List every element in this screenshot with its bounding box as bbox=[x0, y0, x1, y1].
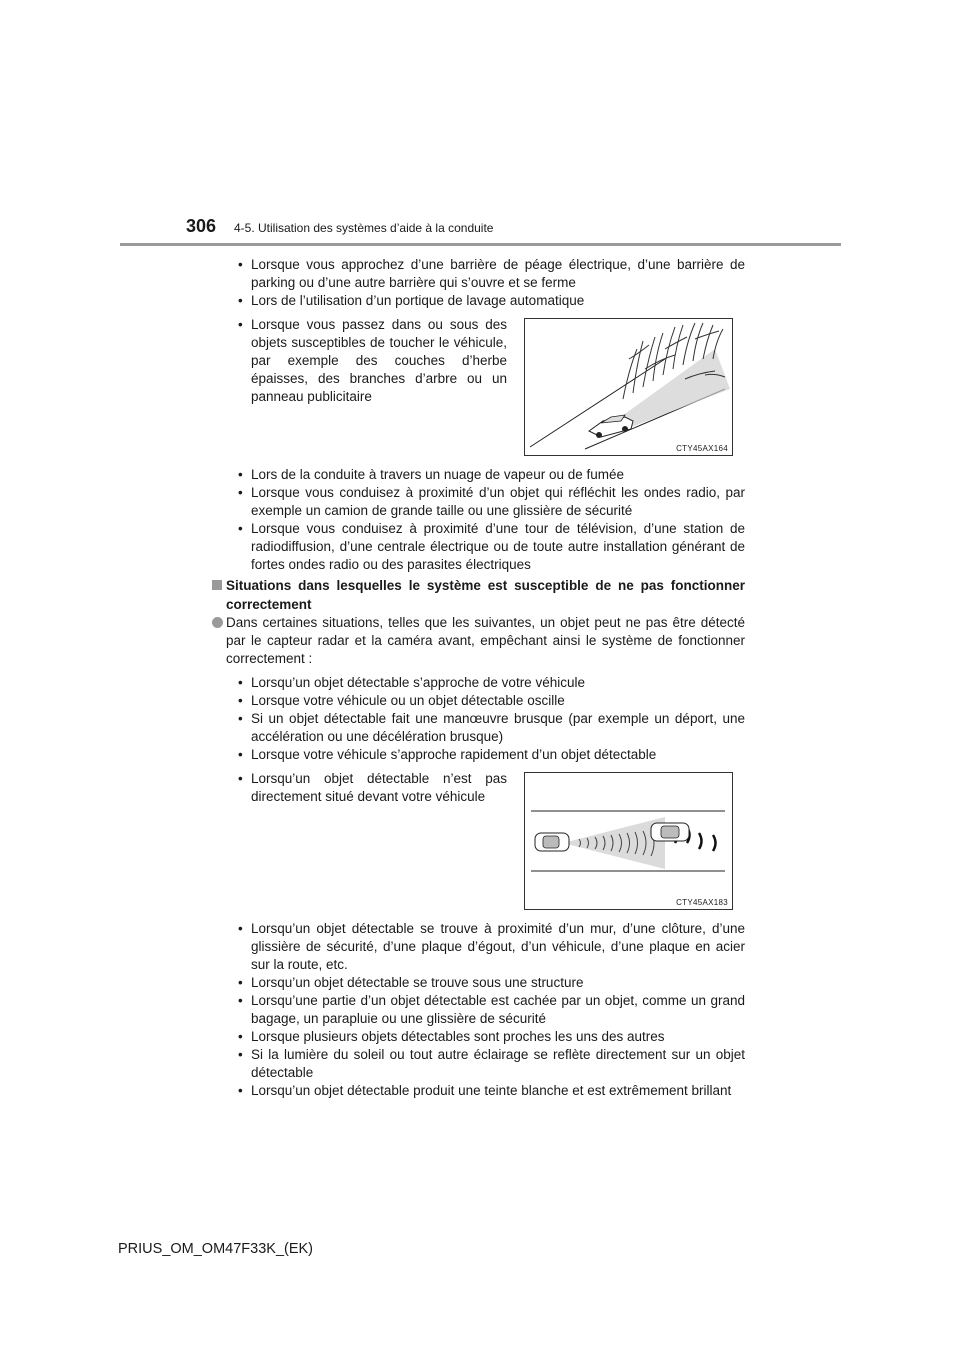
bullet-marker: • bbox=[238, 521, 243, 536]
list-item-text: Lorsqu’un objet détectable n’est pas directement situé devant votre véhicule bbox=[251, 771, 507, 804]
list-item-text: Lorsqu’un objet détectable se trouve sous une structure bbox=[251, 975, 584, 990]
list-item-text: Lorsque votre véhicule ou un objet détectable oscille bbox=[251, 693, 565, 708]
list-item-text: Lors de la conduite à travers un nuage de vapeur ou de fumée bbox=[251, 467, 625, 482]
list-item bbox=[238, 692, 745, 710]
intro-paragraph bbox=[212, 614, 745, 668]
list-item-text: Si la lumière du soleil ou tout autre éclairage se reflète directement sur un objet détectable bbox=[251, 1047, 745, 1080]
circle-bullet-icon bbox=[212, 617, 223, 628]
figure-code: CTY45AX164 bbox=[676, 444, 728, 453]
list-item bbox=[238, 484, 745, 520]
figure-code: CTY45AX183 bbox=[676, 898, 728, 907]
bullet-marker: • bbox=[238, 467, 243, 482]
list-item bbox=[238, 256, 745, 292]
bullet-marker: • bbox=[238, 711, 243, 726]
list-item-text: Lorsqu’un objet détectable s’approche de votre véhicule bbox=[251, 675, 585, 690]
car-icon bbox=[651, 823, 689, 841]
figure-foliage-detection bbox=[524, 318, 733, 456]
list-item-text: Lorsque votre véhicule s’approche rapidement d’un objet détectable bbox=[251, 747, 657, 762]
bullet-marker: • bbox=[238, 1047, 243, 1062]
bullet-marker: • bbox=[238, 975, 243, 990]
footer-doc-code: PRIUS_OM_OM47F33K_(EK) bbox=[118, 1241, 314, 1257]
bullet-marker: • bbox=[238, 747, 243, 762]
list-item-text: Lorsque vous approchez d’une barrière de péage électrique, d’une barrière de parking ou d’une autre barrière qui s’ouvre et se ferme bbox=[251, 257, 745, 290]
list-item bbox=[238, 770, 507, 806]
list-item bbox=[238, 674, 745, 692]
bullet-marker: • bbox=[238, 317, 243, 332]
bullet-marker: • bbox=[238, 675, 243, 690]
list-item bbox=[238, 1046, 745, 1082]
bullet-marker: • bbox=[238, 293, 243, 308]
list-item-text: Lorsqu’un objet détectable produit une teinte blanche et est extrêmement brillant bbox=[251, 1083, 732, 1098]
header-rule bbox=[120, 243, 841, 246]
section-title: 4-5. Utilisation des systèmes d’aide à la conduite bbox=[234, 221, 494, 235]
list-item bbox=[238, 1028, 745, 1046]
heading-square-icon bbox=[212, 580, 222, 590]
car-icon bbox=[535, 833, 569, 851]
bullet-marker: • bbox=[238, 693, 243, 708]
list-item bbox=[238, 992, 745, 1028]
list-item bbox=[238, 974, 745, 992]
page-number: 306 bbox=[186, 216, 217, 236]
bullet-marker: • bbox=[238, 1029, 243, 1044]
list-item bbox=[238, 316, 507, 406]
bullet-marker: • bbox=[238, 993, 243, 1008]
list-item bbox=[238, 920, 745, 974]
list-item-text: Lors de l’utilisation d’un portique de lavage automatique bbox=[251, 293, 585, 308]
bullet-marker: • bbox=[238, 485, 243, 500]
heading-text: Situations dans lesquelles le système est susceptible de ne pas fonctionner correctement bbox=[226, 578, 745, 612]
foliage-illustration bbox=[525, 319, 732, 455]
figure-offset-vehicle bbox=[524, 772, 733, 910]
list-item-text: Si un objet détectable fait une manœuvre brusque (par exemple un déport, une accélération ou une décélération brusque) bbox=[251, 711, 745, 744]
list-item-text: Lorsque vous passez dans ou sous des objets susceptibles de toucher le véhicule, par exemple des couches d’herbe épaisses, des branches d’arbre ou un panneau publicitaire bbox=[251, 317, 507, 404]
list-item bbox=[238, 466, 745, 484]
offset-vehicle-illustration bbox=[525, 773, 732, 909]
list-item bbox=[238, 292, 745, 310]
list-item-text: Lorsque vous conduisez à proximité d’une tour de télévision, d’une station de radiodiffusion, d’une centrale électrique ou de toute autre installation générant de fortes ondes radio ou des parasites électriques bbox=[251, 521, 745, 572]
list-item bbox=[238, 710, 745, 746]
car-icon bbox=[589, 415, 633, 438]
bullet-marker: • bbox=[238, 1083, 243, 1098]
list-item-text: Lorsqu’un objet détectable se trouve à proximité d’un mur, d’une clôture, d’une glissière de sécurité, d’une plaque d’égout, d’un véhicule, d’une plaque en acier sur la route, etc. bbox=[251, 921, 745, 972]
list-item bbox=[238, 1082, 745, 1100]
section-heading bbox=[212, 576, 745, 614]
bullet-marker: • bbox=[238, 921, 243, 936]
list-item bbox=[238, 746, 745, 764]
list-item-text: Lorsque vous conduisez à proximité d’un objet qui réfléchit les ondes radio, par exemple un camion de grande taille ou une glissière de sécurité bbox=[251, 485, 745, 518]
list-item-text: Lorsqu’une partie d’un objet détectable est cachée par un objet, comme un grand bagage, un parapluie ou une glissière de sécurité bbox=[251, 993, 745, 1026]
bullet-marker: • bbox=[238, 771, 243, 786]
bullet-marker: • bbox=[238, 257, 243, 272]
paragraph-text: Dans certaines situations, telles que les suivantes, un objet peut ne pas être détecté par le capteur radar et la caméra avant, empêchant ainsi le système de fonctionner correctement : bbox=[226, 615, 745, 666]
list-item bbox=[238, 520, 745, 574]
page-header bbox=[0, 0, 960, 250]
list-item-text: Lorsque plusieurs objets détectables sont proches les uns des autres bbox=[251, 1029, 665, 1044]
